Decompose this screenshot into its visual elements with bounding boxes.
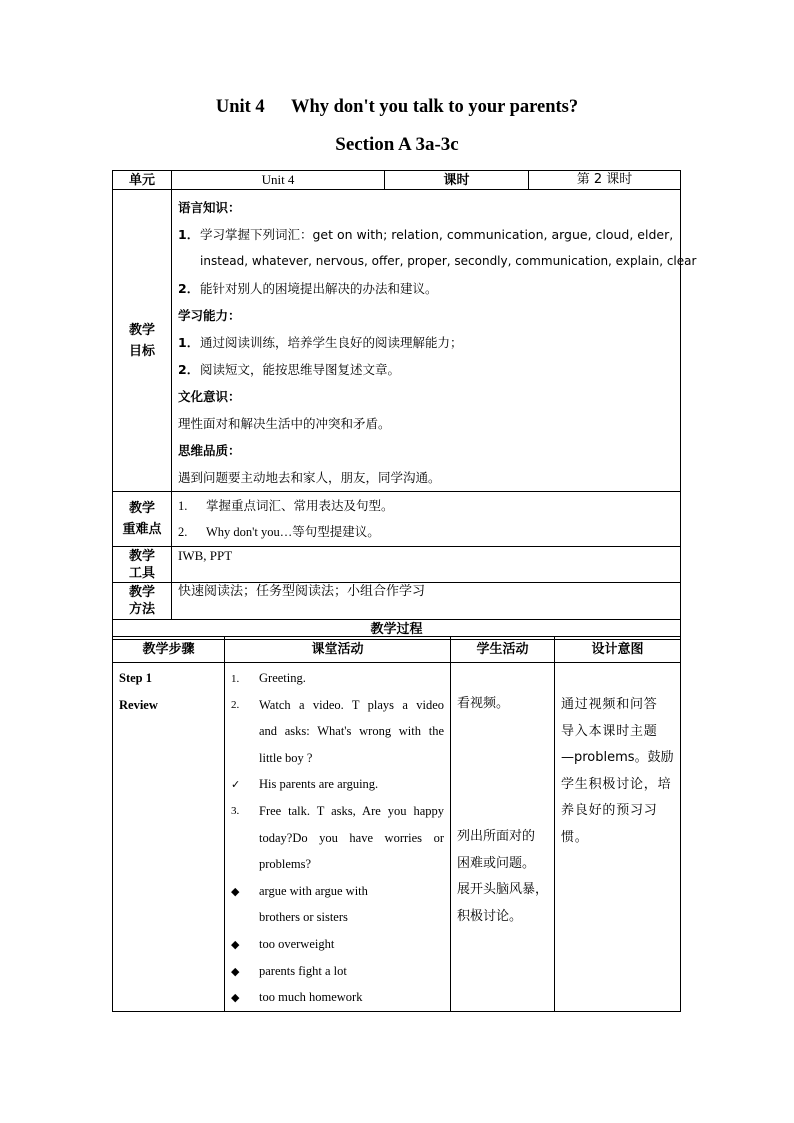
key-point-1-number: 1. xyxy=(178,499,188,513)
bullet-4: too much homework xyxy=(259,990,363,1005)
student-line-5: 积极讨论。 xyxy=(457,908,523,924)
key-points-label-line2: 重难点 xyxy=(122,522,162,537)
step-cell xyxy=(113,663,225,1012)
design-line-2: 导入本课时主题 xyxy=(561,723,658,739)
objectives-content xyxy=(172,190,697,492)
design-line-4: 学生积极讨论，培 xyxy=(561,776,672,792)
step-name: Step 1 xyxy=(119,671,152,685)
ability-item-1-number: 1． xyxy=(178,335,200,350)
unit-label: 单元 xyxy=(113,171,172,190)
tools-value: IWB, PPT xyxy=(172,547,681,583)
activity-2-line-1: Watch a video. T plays a video xyxy=(259,697,444,712)
methods-label-line1: 教学 xyxy=(128,585,155,600)
language-knowledge-heading: 语言知识： xyxy=(178,200,241,215)
ability-item-2-number: 2． xyxy=(178,362,200,377)
key-points-content xyxy=(172,492,681,547)
activity-2-line-3: little boy ? xyxy=(259,750,313,765)
title-question: Why don't you talk to your parents? xyxy=(290,97,579,117)
activity-1-text: Greeting. xyxy=(259,671,306,685)
period-value: 第 2 课时 xyxy=(529,171,681,190)
activity-3-number: 3. xyxy=(231,804,240,817)
activity-3-line-1: Free talk. T asks, Are you happy xyxy=(259,803,444,818)
activity-1-number: 1. xyxy=(231,673,240,685)
unit-row xyxy=(113,171,681,190)
activity-2-line-2: and asks: What's wrong with the xyxy=(259,724,444,739)
column-activities: 课堂活动 xyxy=(225,637,451,663)
tools-label xyxy=(113,547,172,583)
student-line-2: 列出所面对的 xyxy=(457,828,536,844)
learning-ability-heading: 学习能力： xyxy=(178,308,241,323)
objectives-label-line1: 教学 xyxy=(128,322,155,338)
lang-item-2-number: 2． xyxy=(178,281,200,296)
design-line-5: 养良好的预习习 xyxy=(561,803,658,819)
bullet-1-line-1: argue with argue with xyxy=(259,883,368,898)
step-1-row xyxy=(113,663,681,1012)
activity-2-number: 2. xyxy=(231,698,240,711)
document-title xyxy=(0,97,794,118)
lang-item-1-text: 学习掌握下列词汇：get on with; relation, communication, argue, cloud, elder, xyxy=(200,227,674,242)
step-sub: Review xyxy=(119,697,158,712)
lang-item-1-vocab: instead, whatever, nervous, offer, proper, secondly, communication, explain, clear xyxy=(200,254,697,268)
methods-value: 快速阅读法；任务型阅读法；小组合作学习 xyxy=(172,583,681,620)
methods-row xyxy=(113,583,681,620)
lang-item-2-text: 能针对别人的困境提出解决的办法和建议。 xyxy=(200,281,438,296)
section-title: Section A 3a-3c xyxy=(335,134,459,155)
key-point-2-text: Why don't you…等句型提建议。 xyxy=(206,525,380,539)
column-design: 设计意图 xyxy=(555,637,681,663)
process-columns-row xyxy=(113,637,681,663)
activity-3-line-2: today?Do you have worries or xyxy=(259,830,444,845)
column-steps: 教学步骤 xyxy=(113,637,225,663)
objectives-label-line2: 目标 xyxy=(128,343,155,359)
thinking-quality-heading: 思维品质： xyxy=(178,443,241,458)
student-activity-cell xyxy=(451,663,555,1012)
check-icon: ✓ xyxy=(231,779,241,792)
cultural-awareness-text: 理性面对和解决生活中的冲突和矛盾。 xyxy=(178,416,391,431)
student-line-4: 展开头脑风暴， xyxy=(457,882,549,898)
key-point-2-number: 2. xyxy=(178,525,188,539)
methods-label-line2: 方法 xyxy=(128,602,155,617)
lesson-plan-table xyxy=(112,170,697,640)
process-header: 教学过程 xyxy=(113,620,681,640)
methods-label xyxy=(113,583,172,620)
diamond-bullet-icon: ◆ xyxy=(231,938,240,951)
cultural-awareness-heading: 文化意识： xyxy=(178,389,241,404)
design-line-6: 惯。 xyxy=(561,829,589,845)
key-points-label xyxy=(113,492,172,547)
diamond-bullet-icon: ◆ xyxy=(231,992,240,1005)
bullet-2: too overweight xyxy=(259,936,335,951)
ability-item-1-text: 通过阅读训练，培养学生良好的阅读理解能力； xyxy=(200,335,463,350)
key-point-1-text: 掌握重点词汇、常用表达及句型。 xyxy=(206,498,394,513)
design-line-1: 通过视频和问答 xyxy=(561,697,658,712)
column-student: 学生活动 xyxy=(451,637,555,663)
tools-label-line2: 工具 xyxy=(128,565,155,581)
activity-cell xyxy=(225,663,451,1012)
key-points-label-line1: 教学 xyxy=(128,501,155,516)
key-points-row xyxy=(113,492,681,547)
objectives-row xyxy=(113,190,681,492)
lang-item-1-number: 1． xyxy=(178,227,200,242)
design-intent-cell xyxy=(555,663,681,1012)
unit-value: Unit 4 xyxy=(172,171,385,190)
diamond-bullet-icon: ◆ xyxy=(231,965,240,978)
tools-label-line1: 教学 xyxy=(128,548,155,564)
bullet-1-line-2: brothers or sisters xyxy=(259,910,348,925)
tools-row xyxy=(113,547,681,583)
period-label: 课时 xyxy=(385,171,529,190)
student-line-3: 困难或问题。 xyxy=(457,855,536,871)
design-line-3: —problems。鼓励 xyxy=(561,750,674,766)
ability-item-2-text: 阅读短文，能按思维导图复述文章。 xyxy=(200,362,401,377)
diamond-bullet-icon: ◆ xyxy=(231,885,240,898)
process-table xyxy=(112,636,681,1012)
title-unit: Unit 4 xyxy=(215,97,265,117)
objectives-label xyxy=(113,190,172,492)
thinking-quality-text: 遇到问题要主动地去和家人，朋友，同学沟通。 xyxy=(178,470,441,485)
activity-2-answer: His parents are arguing. xyxy=(259,777,379,792)
activity-3-line-3: problems? xyxy=(259,857,312,872)
student-line-1: 看视频。 xyxy=(457,696,510,711)
bullet-3: parents fight a lot xyxy=(259,963,347,978)
